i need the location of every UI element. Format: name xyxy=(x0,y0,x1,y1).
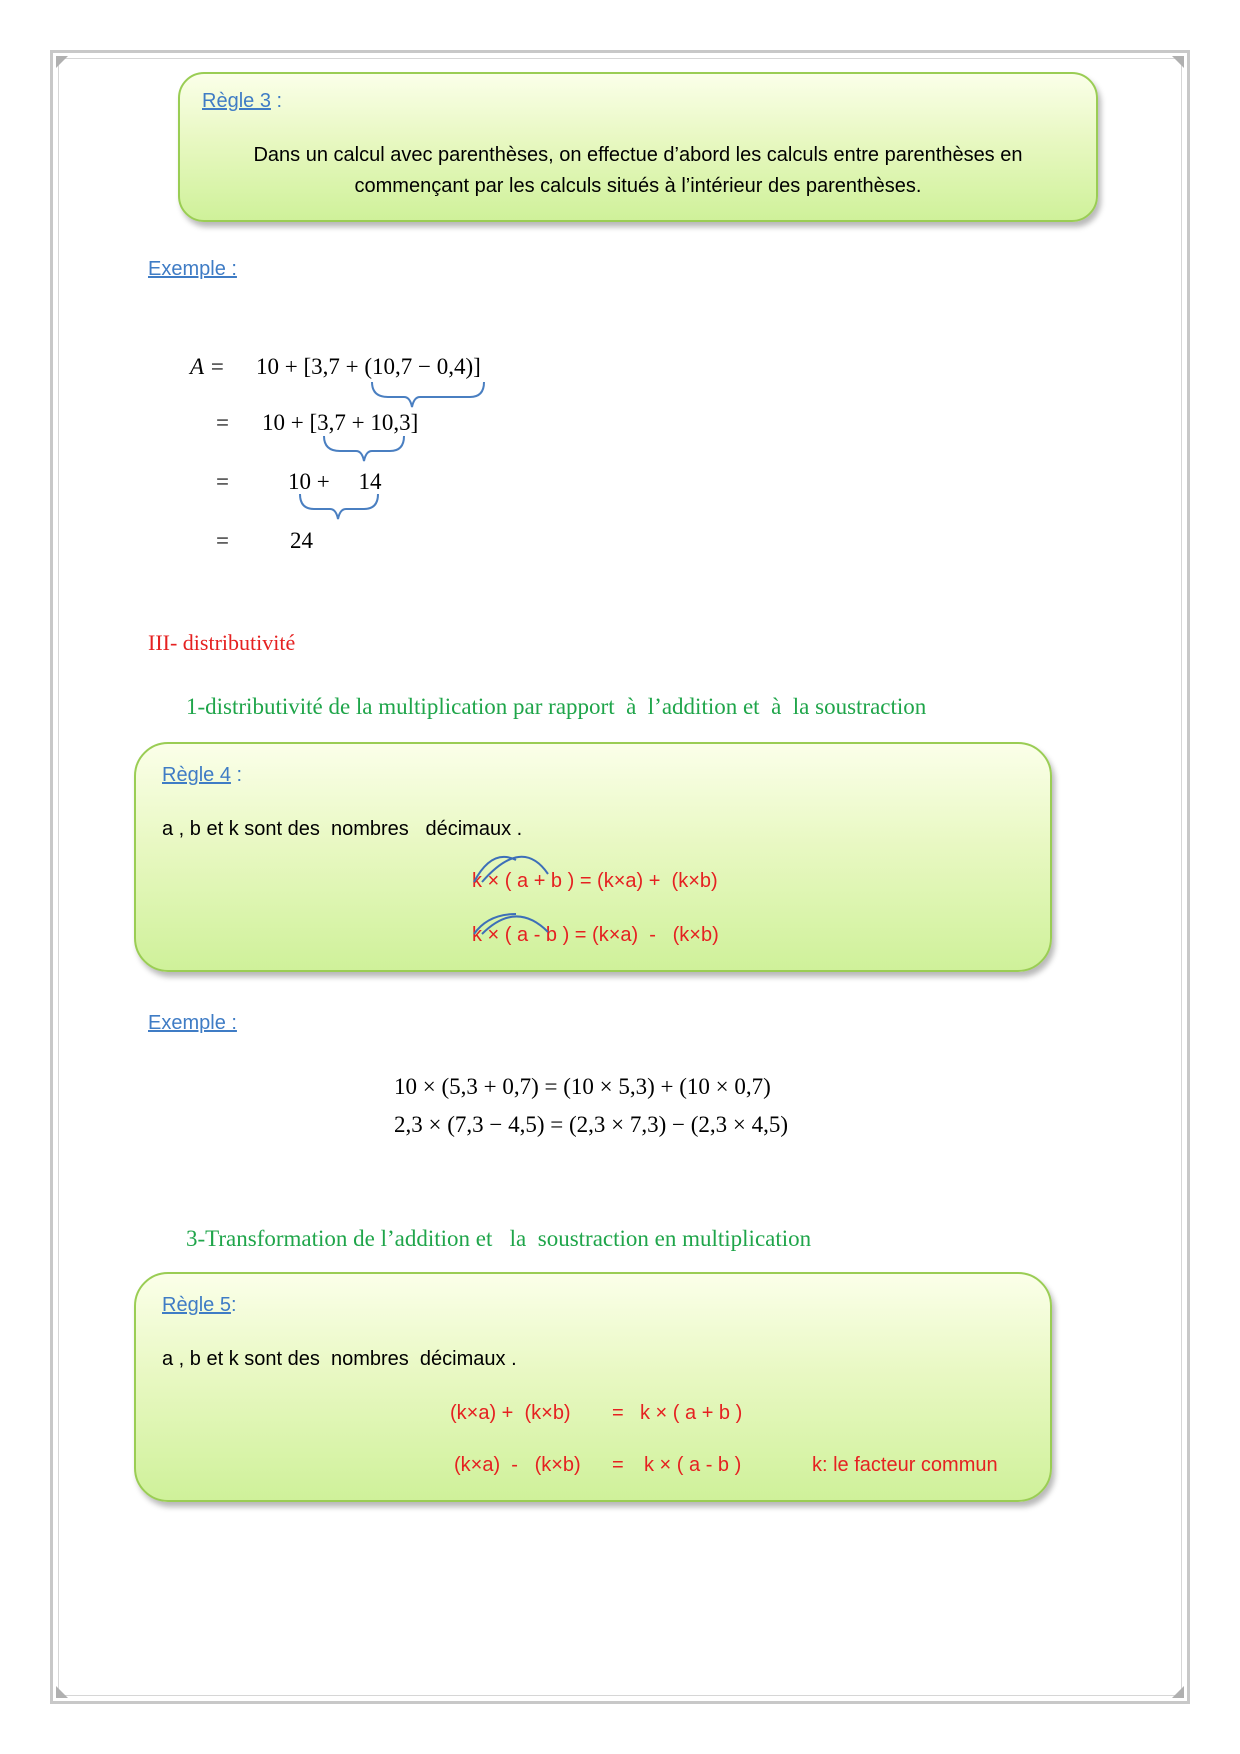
example-1-line-1-expr: 10 + [3,7 + (10,7 − 0,4)] xyxy=(256,354,481,379)
example-1-line-1-lhs: A = xyxy=(190,354,225,379)
section-3-subtitle-1: 1-distributivité de la multiplication par rapport à l’addition et à la soustraction xyxy=(186,694,927,719)
rule-4-arc-marks xyxy=(136,744,1050,970)
example-1-line-2-lhs: = xyxy=(216,410,229,435)
rule-5-box xyxy=(134,1272,1052,1502)
rule-5-intro: a , b et k sont des nombres décimaux . xyxy=(162,1348,517,1370)
example-1-line-3-expr: 10 + 14 xyxy=(288,469,382,494)
example-2-line-2: 2,3 × (7,3 − 4,5) = (2,3 × 7,3) − (2,3 × 4,5) xyxy=(394,1112,789,1137)
underbrace-icon xyxy=(372,382,484,407)
rule-5-note: k: le facteur commun xyxy=(812,1454,998,1476)
rule-3-colon: : xyxy=(270,90,283,112)
underbrace-icon xyxy=(324,436,404,461)
example-2-label: Exemple : xyxy=(148,1012,237,1034)
example-1-line-2-expr: 10 + [3,7 + 10,3] xyxy=(262,410,419,435)
rule-4-formula-1: k × ( a + b ) = (k×a) + (k×b) xyxy=(472,870,718,892)
corner-bottom-right-icon xyxy=(1168,1682,1184,1698)
section-3-subtitle-3: 3-Transformation de l’addition et la soustraction en multiplication xyxy=(186,1226,812,1251)
rule-4-formula-2: k × ( a - b ) = (k×a) - (k×b) xyxy=(472,924,719,946)
rule-3-label: Règle 3 xyxy=(202,90,271,112)
rule-5-formula-1-left: (k×a) + (k×b) xyxy=(450,1402,571,1424)
example-1-brace-marks xyxy=(0,0,1240,600)
example-2-line-1: 10 × (5,3 + 0,7) = (10 × 5,3) + (10 × 0,7) xyxy=(394,1074,771,1099)
rule-4-label: Règle 4 xyxy=(162,764,231,786)
rule-5-heading xyxy=(162,1294,237,1317)
rule-5-formula-1-right: k × ( a + b ) xyxy=(640,1402,743,1424)
rule-5-formula-2-left: (k×a) - (k×b) xyxy=(454,1454,581,1476)
rule-5-formula-1-equals: = xyxy=(612,1402,624,1424)
example-1-line-4-expr: 24 xyxy=(290,528,313,553)
corner-bottom-left-icon xyxy=(56,1682,72,1698)
rule-4-colon: : xyxy=(230,764,243,786)
example-1-line-4-lhs: = xyxy=(216,528,229,553)
example-1-line-3-lhs: = xyxy=(216,469,229,494)
section-3-title: III- distributivité xyxy=(148,630,296,655)
rule-5-label: Règle 5 xyxy=(162,1294,231,1316)
rule-3-line-1: Dans un calcul avec parenthèses, on effectue d’abord les calculs entre parenthèses en xyxy=(253,144,1023,166)
example-1-label: Exemple : xyxy=(148,258,237,280)
rule-3-line-2: commençant par les calculs situés à l’intérieur des parenthèses. xyxy=(354,175,922,197)
rule-4-box xyxy=(134,742,1052,972)
underbrace-icon xyxy=(300,494,378,519)
rule-4-intro: a , b et k sont des nombres décimaux . xyxy=(162,818,523,840)
rule-5-formula-2-right: k × ( a - b ) xyxy=(644,1454,742,1476)
rule-5-formula-2-equals: = xyxy=(612,1454,624,1476)
rule-5-colon: : xyxy=(230,1294,237,1316)
